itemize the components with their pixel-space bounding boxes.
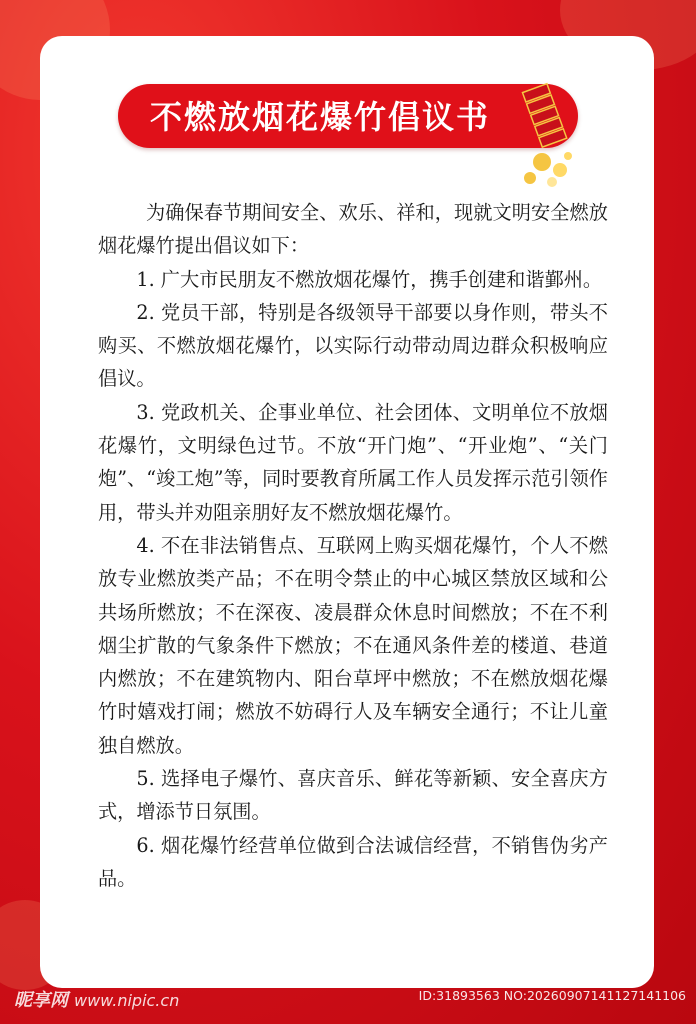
proposal-item-1: 1. 广大市民朋友不燃放烟花爆竹，携手创建和谐鄞州。 [136,267,603,291]
watermark-brand-name: 昵享网 [14,990,68,1011]
poster-title: 不燃放烟花爆竹倡议书 [150,98,491,136]
watermark-brand [14,986,179,1012]
proposal-item-5: 5. 选择电子爆竹、喜庆音乐、鲜花等新颖、安全喜庆方式，增添节日氛围。 [98,767,608,824]
proposal-body [98,196,608,895]
intro-paragraph: 为确保春节期间安全、欢乐、祥和，现就文明安全燃放烟花爆竹提出倡议如下： [98,201,608,258]
watermark-id: ID:31893563 NO:20260907141127141106 [418,988,686,1003]
watermark-site: www.nipic.cn [74,991,180,1010]
proposal-item-2: 2. 党员干部，特别是各级领导干部要以身作则，带头不购买、不燃放烟花爆竹，以实际行动带动周边群众积极响应倡议。 [98,300,608,391]
proposal-item-3: 3. 党政机关、企事业单位、社会团体、文明单位不放烟花爆竹，文明绿色过节。不放“开门炮”、“开业炮”、“关门炮”、“竣工炮”等，同时要教育所属工作人员发挥示范引领作用，带头并劝阻亲朋好友不燃放烟花爆竹。 [98,400,608,524]
proposal-item-6: 6. 烟花爆竹经营单位做到合法诚信经营，不销售伪劣产品。 [98,833,608,890]
firecracker-icon [512,82,582,192]
proposal-item-4: 4. 不在非法销售点、互联网上购买烟花爆竹，个人不燃放专业燃放类产品；不在明令禁止的中心城区禁放区域和公共场所燃放；不在深夜、凌晨群众休息时间燃放；不在不利烟尘扩散的气象条件下燃放；不在通风条件差的楼道、巷道内燃放；不在建筑物内、阳台草坪中燃放；不在燃放烟花爆竹时嬉戏打闹；燃放不妨碍行人及车辆安全通行；不让儿童独自燃放。 [98,533,608,757]
